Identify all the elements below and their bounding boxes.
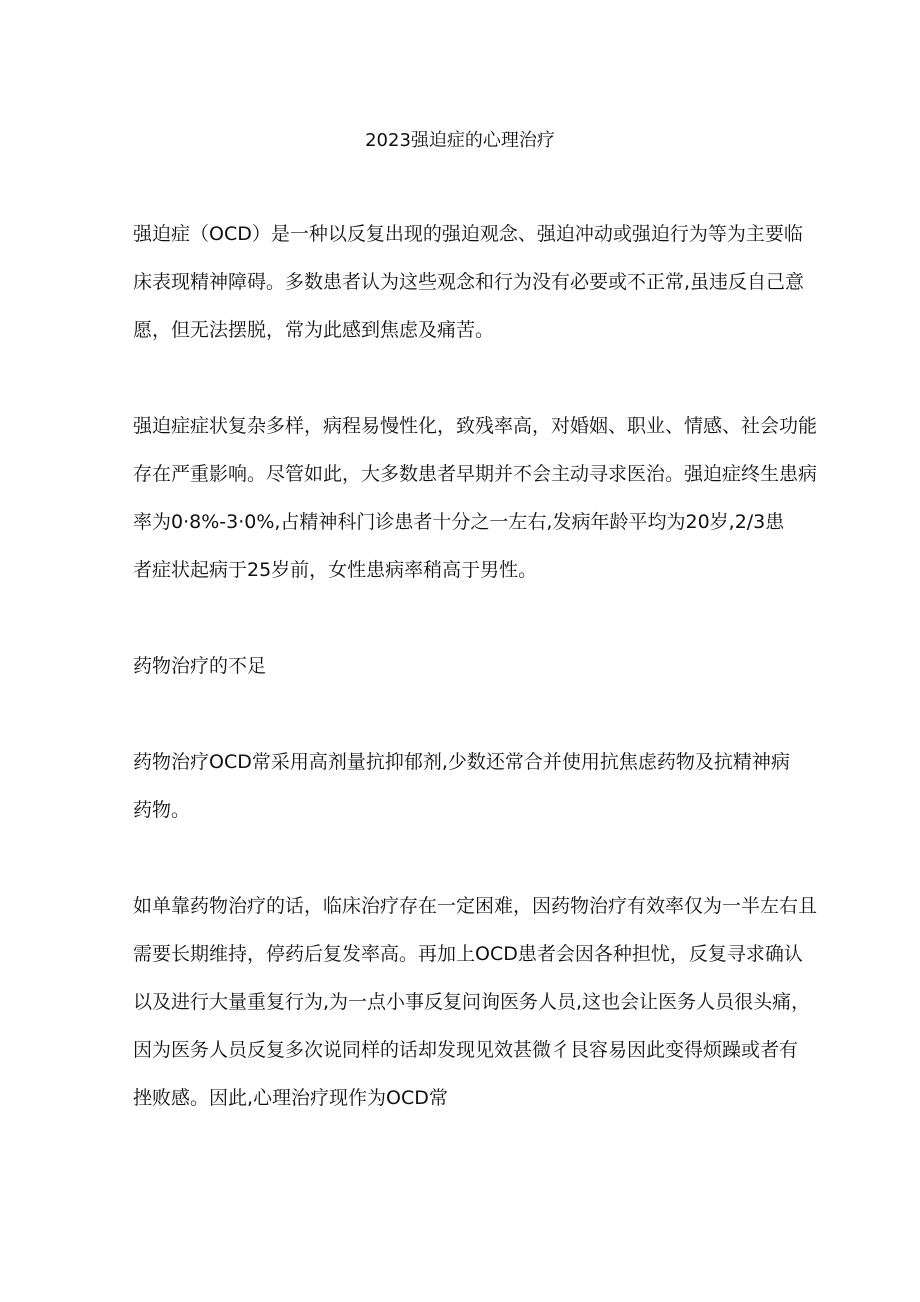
paragraph-4-line-3: 以及进行大量重复行为,为一点小事反复问询医务人员,这也会让医务人员很头痛， [133,991,811,1013]
paragraph-1-line-1: 强迫症（OCD）是一种以反复出现的强迫观念、强迫冲动或强迫行为等为主要临 [133,223,803,245]
paragraph-2-line-1: 强迫症症状复杂多样，病程易慢性化，致残率高，对婚姻、职业、情感、社会功能 [133,415,818,437]
paragraph-2-line-2: 存在严重影响。尽管如此，大多数患者早期并不会主动寻求医治。强迫症终生患病 [133,463,818,485]
paragraph-4-line-1: 如单靠药物治疗的话，临床治疗存在一定困难，因药物治疗有效率仅为一半左右且 [133,895,818,917]
paragraph-1-line-2: 床表现精神障碍。多数患者认为这些观念和行为没有必要或不正常,虽违反自己意 [133,271,805,293]
paragraph-2-line-3: 率为0·8%-3·0%,占精神科门诊患者十分之一左右,发病年龄平均为20岁,2/3患 [133,511,785,533]
section-heading: 药物治疗的不足 [133,655,267,677]
paragraph-1-line-3: 愿，但无法摆脱，常为此感到焦虑及痛苦。 [133,319,495,341]
paragraph-4-line-4: 因为医务人员反复多次说同样的话却发现见效甚微彳艮容易因此变得烦躁或者有 [133,1039,799,1061]
paragraph-4-line-2: 需要长期维持，停药后复发率高。再加上OCD患者会因各种担忧，反复寻求确认 [133,943,803,965]
paragraph-4-line-5: 挫败感。因此,心理治疗现作为OCD常 [133,1087,448,1109]
paragraph-3-line-1: 药物治疗OCD常采用高剂量抗抑郁剂,少数还常合并使用抗焦虑药物及抗精神病 [133,751,790,773]
document-title: 2023强迫症的心理治疗 [365,130,555,151]
paragraph-2-line-4: 者症状起病于25岁前，女性患病率稍高于男性。 [133,559,538,581]
paragraph-3-line-2: 药物。 [133,799,191,821]
